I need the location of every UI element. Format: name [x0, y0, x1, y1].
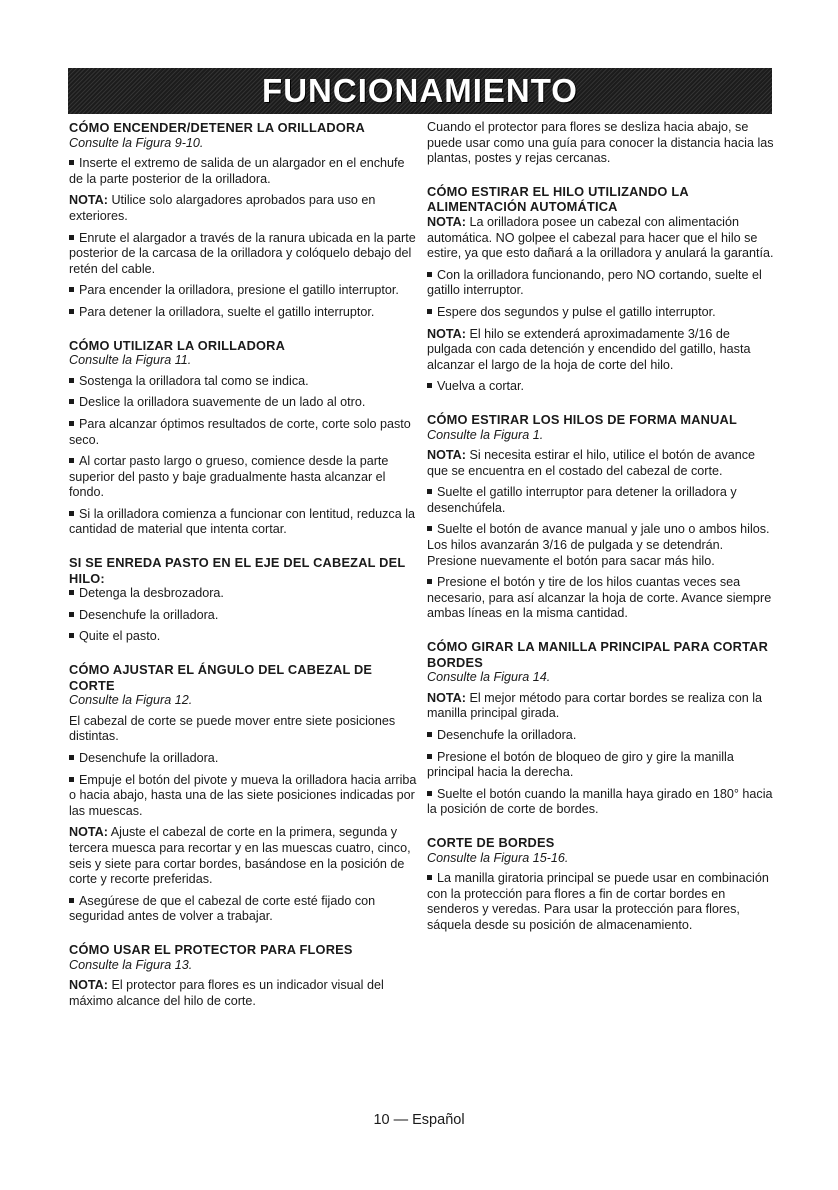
right-column: [427, 120, 775, 951]
note-paragraph: [69, 978, 417, 1009]
section: [69, 662, 417, 925]
note-paragraph: [69, 825, 417, 887]
bullet-item: [69, 156, 417, 187]
bullet-square-icon: [69, 898, 74, 903]
bullet-text: Vuelva a cortar.: [437, 379, 525, 394]
bullet-square-icon: [427, 791, 432, 796]
bullet-text: Para alcanzar óptimos resultados de corte, corte solo pasto seco.: [69, 416, 411, 447]
bullet-square-icon: [69, 590, 74, 595]
section-heading: CÓMO UTILIZAR LA ORILLADORA: [69, 337, 286, 353]
bullet-item: [69, 608, 417, 624]
bullet-item: [69, 395, 417, 411]
note-label: NOTA:: [427, 326, 466, 341]
section: [427, 835, 775, 934]
note-text: El mejor método para cortar bordes se realiza con la manilla principal girada.: [427, 690, 763, 721]
bullet-text: Asegúrese de que el cabezal de corte esté fijado con seguridad antes de volver a trabajar.: [69, 893, 376, 924]
note-paragraph: [427, 448, 775, 479]
bullet-item: [69, 283, 417, 299]
bullet-text: Desenchufe la orilladora.: [79, 751, 219, 765]
bullet-square-icon: [69, 633, 74, 638]
note-paragraph: [427, 215, 775, 262]
bullet-square-icon: [427, 383, 432, 388]
note-label: NOTA:: [427, 214, 466, 229]
section-heading: CÓMO GIRAR LA MANILLA PRINCIPAL PARA CORTAR BORDES: [427, 639, 769, 670]
note-label: NOTA:: [427, 690, 466, 705]
figure-reference: Consulte la Figura 9-10.: [69, 135, 204, 150]
section: [427, 184, 775, 395]
section-heading: CORTE DE BORDES: [427, 834, 555, 850]
bullet-item: [427, 522, 775, 569]
bullet-square-icon: [69, 777, 74, 782]
bullet-text: Presione el botón de bloqueo de giro y gire la manilla principal hacia la derecha.: [427, 749, 734, 780]
bullet-item: [69, 417, 417, 448]
bullet-square-icon: [69, 755, 74, 760]
bullet-item: [427, 728, 775, 744]
section-heading: CÓMO ESTIRAR LOS HILOS DE FORMA MANUAL: [427, 411, 737, 427]
bullet-square-icon: [69, 287, 74, 292]
bullet-item: [427, 787, 775, 818]
note-text: El hilo se extenderá aproximadamente 3/16 de pulgada con cada detención y encendido del gatillo, hasta alcanzar el largo de la hoja de corte del hilo.: [427, 326, 751, 372]
bullet-text: Empuje el botón del pivote y mueva la orilladora hacia arriba o hacia abajo, hasta una de las siete posiciones indicadas por las muescas.: [69, 772, 417, 818]
bullet-square-icon: [69, 612, 74, 617]
figure-reference: Consulte la Figura 12.: [69, 693, 193, 708]
bullet-square-icon: [427, 272, 432, 277]
note-label: NOTA:: [69, 978, 108, 993]
bullet-item: [69, 231, 417, 278]
bullet-item: [69, 894, 417, 925]
note-label: NOTA:: [427, 448, 466, 463]
figure-reference: Consulte la Figura 1.: [427, 427, 544, 442]
bullet-square-icon: [427, 526, 432, 531]
bullet-square-icon: [427, 732, 432, 737]
bullet-text: Presione el botón y tire de los hilos cuantas veces sea necesario, para así alcanzar la hoja de corte. Avance siempre ambas líneas en la misma cantidad.: [427, 575, 772, 621]
bullet-square-icon: [69, 378, 74, 383]
section: [69, 120, 417, 321]
note-text: Utilice solo alargadores aprobados para uso en exteriores.: [69, 193, 376, 223]
figure-reference: Consulte la Figura 11.: [69, 353, 192, 368]
note-label: NOTA:: [69, 193, 108, 208]
bullet-item: [427, 268, 775, 299]
figure-reference: Consulte la Figura 15-16.: [427, 850, 569, 865]
section: [69, 942, 417, 1009]
bullet-text: Desenchufe la orilladora.: [437, 728, 577, 742]
bullet-text: Suelte el botón cuando la manilla haya girado en 180° hacia la posición de corte de bordes.: [427, 786, 773, 817]
bullet-square-icon: [427, 489, 432, 494]
bullet-square-icon: [69, 421, 74, 426]
bullet-square-icon: [69, 458, 74, 463]
bullet-text: Deslice la orilladora suavemente de un lado al otro.: [79, 395, 366, 410]
bullet-text: La manilla giratoria principal se puede usar en combinación con la protección para flores a fin de cortar bordes en senderos y veredas. Para usar la protección para flores, sáquela desde su posición de almacenamiento.: [427, 871, 769, 932]
bullet-text: Sostenga la orilladora tal como se indica.: [79, 373, 309, 388]
bullet-square-icon: [427, 579, 432, 584]
bullet-text: Espere dos segundos y pulse el gatillo interruptor.: [437, 304, 716, 319]
bullet-item: [427, 750, 775, 781]
bullet-item: [69, 374, 417, 390]
bullet-text: Enrute el alargador a través de la ranura ubicada en la parte posterior de la carcasa de la orilladora y colóquelo debajo del retén del cable.: [69, 230, 416, 276]
bullet-text: Con la orilladora funcionando, pero NO cortando, suelte el gatillo interruptor.: [427, 267, 762, 298]
bullet-text: Suelte el botón de avance manual y jale uno o ambos hilos. Los hilos avanzarán 3/16 de pulgada y se detendrán. Presione nuevamente el botón para sacar más hilo.: [427, 522, 770, 568]
bullet-square-icon: [427, 754, 432, 759]
bullet-item: [69, 773, 417, 820]
bullet-text: Desenchufe la orilladora.: [79, 607, 219, 622]
bullet-text: Quite el pasto.: [79, 629, 161, 644]
note-paragraph: [69, 193, 417, 224]
bullet-item: [427, 379, 775, 395]
bullet-item: [427, 871, 775, 933]
bullet-item: [69, 629, 417, 645]
bullet-item: [69, 751, 417, 767]
bullet-item: [427, 485, 775, 516]
section: [427, 412, 775, 622]
bullet-text: Suelte el gatillo interruptor para detener la orilladora y desenchúfela.: [427, 485, 737, 515]
bullet-item: [427, 575, 775, 622]
note-paragraph: [427, 327, 775, 374]
bullet-square-icon: [69, 511, 74, 516]
bullet-square-icon: [427, 875, 432, 880]
banner-title: FUNCIONAMIENTO: [262, 72, 578, 109]
bullet-square-icon: [69, 399, 74, 404]
note-paragraph: [427, 691, 775, 722]
bullet-text: Detenga la desbrozadora.: [79, 586, 224, 601]
bullet-square-icon: [69, 160, 74, 165]
bullet-text: Para detener la orilladora, suelte el gatillo interruptor.: [79, 304, 375, 319]
page-footer: 10 — Español: [373, 1112, 465, 1128]
bullet-square-icon: [427, 309, 432, 314]
paragraph: Cuando el protector para flores se desliza hacia abajo, se puede usar como una guía para conocer la distancia hacia las plantas, postes y rejas cercanas.: [427, 120, 774, 166]
note-text: El protector para flores es un indicador visual del máximo alcance del hilo de corte.: [69, 978, 384, 1008]
section-heading: CÓMO ENCENDER/DETENER LA ORILLADORA: [69, 120, 365, 135]
bullet-text: Para encender la orilladora, presione el gatillo interruptor.: [79, 283, 399, 298]
section: [427, 639, 775, 818]
note-text: La orilladora posee un cabezal con alimentación automática. NO golpee el cabezal para hacer que el hilo se estire, ya que esto dañará a la orilladora y anulará la garantía.: [427, 214, 774, 261]
section-heading: CÓMO USAR EL PROTECTOR PARA FLORES: [69, 941, 353, 957]
note-text: Ajuste el cabezal de corte en la primera, segunda y tercera muesca para recortar y en las muescas cuatro, cinco, seis y siete para cortar bordes, basándose en la posición de corte y recorte preferidas.: [69, 825, 411, 887]
section-heading: CÓMO AJUSTAR EL ÁNGULO DEL CABEZAL DE CORTE: [69, 662, 373, 693]
figure-reference: Consulte la Figura 14.: [427, 670, 551, 685]
note-text: Si necesita estirar el hilo, utilice el botón de avance que se encuentra en el costado del cabezal de corte.: [427, 448, 756, 478]
bullet-text: Inserte el extremo de salida de un alargador en el enchufe de la parte posterior de la orilladora.: [69, 156, 405, 186]
bullet-text: Si la orilladora comienza a funcionar con lentitud, reduzca la cantidad de material que intenta cortar.: [69, 506, 416, 537]
bullet-square-icon: [69, 235, 74, 240]
bullet-item: [69, 586, 417, 602]
section: [427, 120, 775, 167]
section-heading: CÓMO ESTIRAR EL HILO UTILIZANDO LA ALIMENTACIÓN AUTOMÁTICA: [427, 183, 689, 215]
bullet-item: [427, 305, 775, 321]
bullet-text: Al cortar pasto largo o grueso, comience desde la parte superior del pasto y baje gradualmente hasta alcanzar el fondo.: [69, 454, 389, 500]
note-label: NOTA:: [69, 825, 108, 840]
section-banner: [68, 68, 772, 114]
bullet-item: [69, 454, 417, 501]
bullet-item: [69, 305, 417, 321]
section: [69, 555, 417, 645]
left-column: [69, 120, 417, 1026]
bullet-item: [69, 507, 417, 538]
section: [69, 338, 417, 539]
bullet-square-icon: [69, 309, 74, 314]
paragraph: El cabezal de corte se puede mover entre siete posiciones distintas.: [69, 713, 396, 744]
figure-reference: Consulte la Figura 13.: [69, 957, 193, 972]
section-heading: SI SE ENREDA PASTO EN EL EJE DEL CABEZAL DEL HILO:: [69, 555, 406, 586]
